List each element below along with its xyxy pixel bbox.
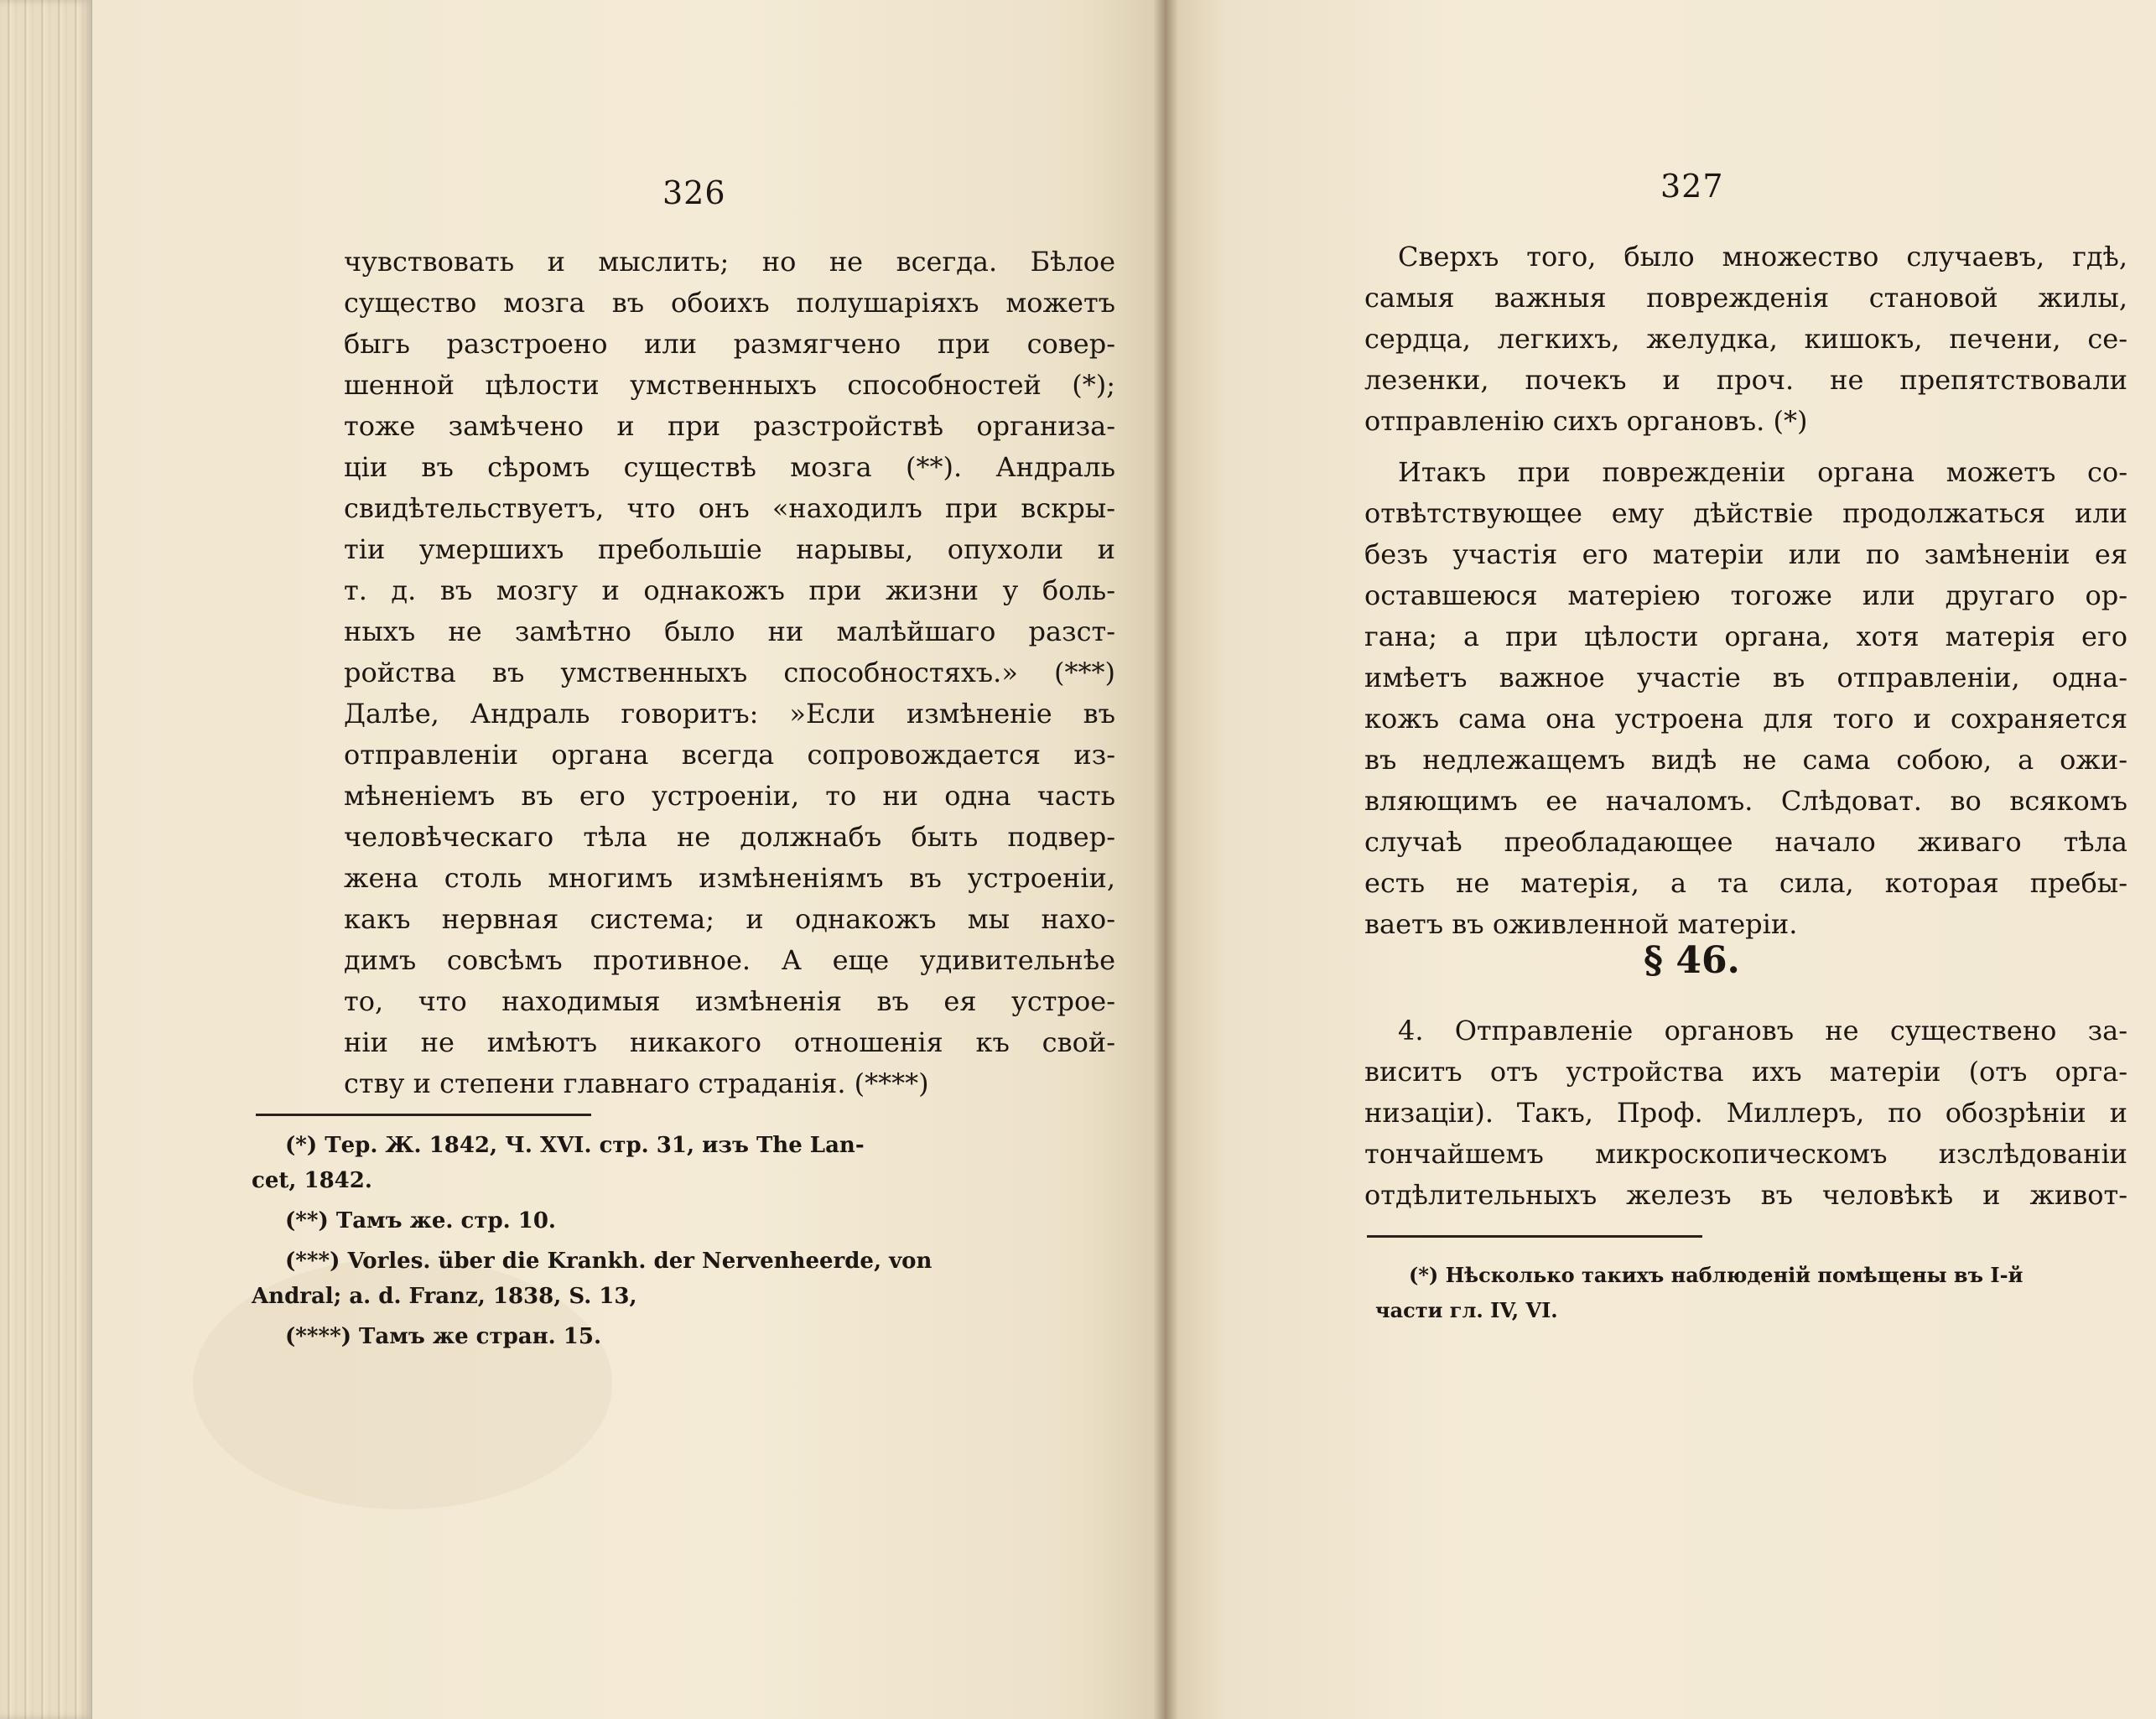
text-line: мѣненіемъ въ его устроеніи, то ни одна часть	[344, 780, 1115, 812]
left-page	[92, 0, 1166, 1719]
text-line: быгь разстроено или размягчено при совер-	[344, 328, 1115, 360]
text-line: лезенки, почекъ и проч. не препятствовали	[1364, 364, 2127, 396]
footnote-line: Andral; a. d. Franz, 1838, S. 13,	[252, 1284, 637, 1309]
text-line: т. д. въ мозгу и однакожъ при жизни у боль-	[344, 574, 1115, 606]
text-line: есть не матерія, а та сила, которая пребы-	[1364, 867, 2127, 899]
page-number-right: 327	[1660, 168, 1724, 205]
text-line: какъ нервная система; и однакожъ мы нахо-	[344, 903, 1115, 935]
page-number-left: 326	[662, 174, 726, 211]
text-line: отдѣлительныхъ железъ въ человѣкѣ и живот-	[1364, 1179, 2127, 1211]
text-line: чувствовать и мыслить; но не всегда. Бѣлое	[344, 246, 1115, 278]
text-line: тіи умершихъ пребольшіе нарывы, опухоли и	[344, 533, 1115, 565]
text-line: ройства въ умственныхъ способностяхъ.» (***)	[344, 657, 1115, 688]
left-body-text	[344, 241, 1115, 1104]
text-line: имѣетъ важное участіе въ отправленіи, одна-	[1364, 662, 2127, 693]
text-line: Далѣе, Андраль говоритъ: »Если измѣненіе въ	[344, 698, 1115, 730]
text-line: низаціи). Такъ, Проф. Миллеръ, по обозрѣніи и	[1364, 1097, 2127, 1129]
text-line: случаѣ преобладающее начало живаго тѣла	[1364, 826, 2127, 858]
footnote-line: (*) Нѣсколько такихъ наблюденій помѣщены въ І-й	[1409, 1263, 2024, 1287]
footnote-rule	[256, 1114, 591, 1116]
book-gutter	[1153, 0, 1178, 1719]
text-line: отправленіи органа всегда сопровождается из-	[344, 739, 1115, 771]
footnote-line: cet, 1842.	[252, 1168, 372, 1193]
text-line: отвѣтствующее ему дѣйствіе продолжаться или	[1364, 497, 2127, 529]
text-line: Сверхъ того, было множество случаевъ, гдѣ,	[1398, 241, 2127, 273]
text-line: вляющимъ ее началомъ. Слѣдоват. во всякомъ	[1364, 785, 2127, 817]
text-line: гана; а при цѣлости органа, хотя матерія его	[1364, 621, 2127, 652]
text-line: Итакъ при поврежденіи органа можетъ со-	[1398, 456, 2127, 488]
text-line: 4. Отправленіе органовъ не существено за-	[1398, 1015, 2127, 1046]
footnote-line: (***) Vorles. über die Krankh. der Nervenheerde, von	[285, 1249, 933, 1274]
page-edges	[0, 0, 92, 1719]
text-line: ству и степени главнаго страданія. (****)	[344, 1067, 929, 1099]
section-heading: § 46.	[1644, 939, 1740, 982]
footnote-line: (****) Тамъ же стран. 15.	[285, 1324, 601, 1349]
text-line: оставшеюся матеріею тогоже или другаго ор-	[1364, 579, 2127, 611]
text-line: ныхъ не замѣтно было ни малѣйшаго разст-	[344, 615, 1115, 647]
text-line: то, что находимыя измѣненія въ ея устрое-	[344, 985, 1115, 1017]
text-line: тоже замѣчено и при разстройствѣ организа-	[344, 410, 1115, 442]
text-line: сердца, легкихъ, желудка, кишокъ, печени, се-	[1364, 323, 2127, 355]
text-line: димъ совсѣмъ противное. А еще удивительнѣе	[344, 944, 1115, 976]
text-line: самыя важныя поврежденія становой жилы,	[1364, 282, 2127, 314]
footnote-rule	[1367, 1235, 1702, 1238]
text-line: безъ участія его матеріи или по замѣненіи ея	[1364, 538, 2127, 570]
right-body-text-bottom	[1364, 1010, 2127, 1216]
footnote-line: (*) Тер. Ж. 1842, Ч. XVI. стр. 31, изъ The Lan-	[285, 1133, 865, 1158]
footnote-line: части гл. IV, VI.	[1375, 1298, 1558, 1322]
text-line: ніи не имѣютъ никакого отношенія къ свой-	[344, 1026, 1115, 1058]
text-line: шенной цѣлости умственныхъ способностей (*);	[344, 369, 1115, 401]
text-line: существо мозга въ обоихъ полушаріяхъ можетъ	[344, 287, 1115, 319]
text-line: ціи въ сѣромъ существѣ мозга (**). Андраль	[344, 451, 1115, 483]
right-page	[1166, 0, 2156, 1719]
text-line: человѣческаго тѣла не должнабъ быть подвер-	[344, 821, 1115, 853]
right-body-text-top	[1364, 236, 2127, 945]
text-line: кожъ сама она устроена для того и сохраняется	[1364, 703, 2127, 735]
text-line: тончайшемъ микроскопическомъ изслѣдованіи	[1364, 1138, 2127, 1170]
text-line: виситъ отъ устройства ихъ матеріи (отъ орга-	[1364, 1056, 2127, 1088]
right-footnotes	[1375, 1258, 2046, 1328]
text-line: свидѣтельствуетъ, что онъ «находилъ при вскры-	[344, 492, 1115, 524]
footnote-line: (**) Тамъ же. стр. 10.	[285, 1208, 556, 1233]
text-line: отправленію сихъ органовъ. (*)	[1364, 405, 1808, 437]
text-line: жена столь многимъ измѣненіямъ въ устроеніи,	[344, 862, 1115, 894]
text-line: ваетъ въ оживленной матеріи.	[1364, 908, 1798, 940]
text-line: въ недлежащемъ видѣ не сама собою, а ожи-	[1364, 744, 2127, 776]
left-footnotes	[252, 1128, 1023, 1354]
